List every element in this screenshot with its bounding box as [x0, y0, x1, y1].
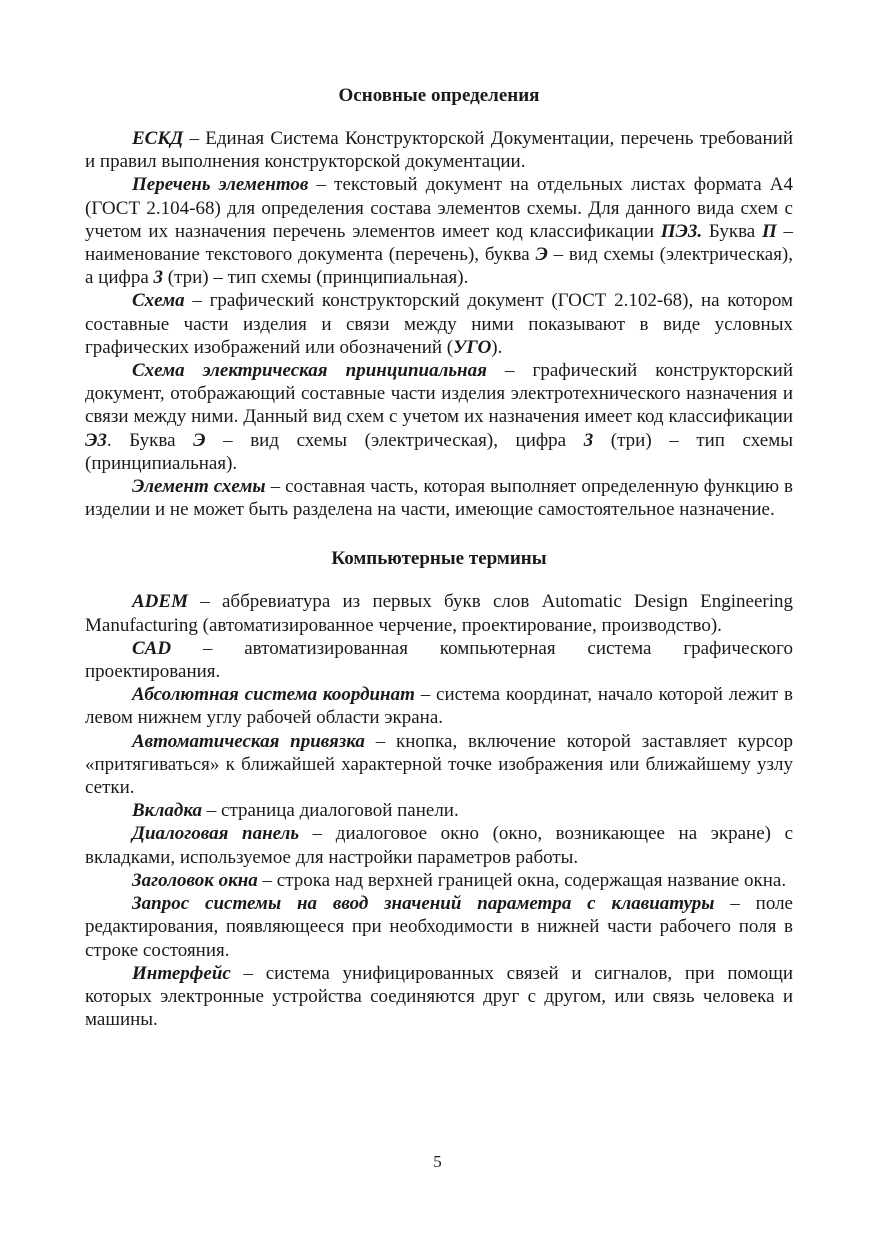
definition-text: (три) – тип схемы (принципиальная).	[163, 267, 469, 289]
definition-paragraph	[85, 822, 793, 868]
section-heading-definitions: Основные определения	[338, 85, 540, 106]
term: Э	[535, 244, 548, 266]
definition-text: – кнопка, включение которой заставляет курсор «притягиваться» к ближайшей характерной точке изображения или ближайшему узлу сетки.	[85, 730, 793, 799]
definition-text: – автоматизированная компьютерная система графического проектирования.	[85, 637, 793, 683]
definition-paragraph	[85, 359, 793, 475]
document-page	[85, 84, 793, 1031]
term: П	[761, 220, 777, 242]
term: Схема	[132, 290, 185, 312]
term: 3	[153, 267, 164, 289]
term: Э3	[85, 429, 107, 451]
term: Э	[193, 429, 206, 451]
definition-paragraph	[85, 637, 793, 683]
definition-paragraph	[85, 799, 793, 822]
definition-text: Буква	[702, 220, 762, 242]
computer-terms-list	[85, 590, 793, 1031]
definition-paragraph	[85, 962, 793, 1032]
definition-paragraph	[85, 683, 793, 729]
definition-paragraph	[85, 475, 793, 521]
definition-text: (три) – тип схемы (принципиальная).	[85, 429, 793, 474]
term: Вкладка	[132, 800, 203, 822]
term: Автоматическая привязка	[132, 730, 365, 752]
definition-text: ).	[491, 336, 503, 358]
term: Схема электрическая принципиальная	[132, 360, 487, 382]
definition-text: . Буква	[106, 429, 194, 451]
definition-text: – аббревиатура из первых букв слов Automatic Design Engineering Manufacturing (автоматизированное черчение, проектирование, производство).	[85, 591, 793, 636]
definition-paragraph	[85, 590, 793, 636]
definition-text: – диалоговое окно (окно, возникающее на экране) с вкладками, используемое для настройки параметров работы.	[85, 823, 794, 868]
definition-text: – система унифицированных связей и сигналов, при помощи которых электронные устройства соединяются друг с другом, или связь человека и машины.	[85, 962, 793, 1031]
definition-text: – наименование текстового документа (перечень), буква	[85, 220, 793, 266]
term: 3	[583, 429, 594, 451]
term: CAD	[132, 637, 172, 659]
definition-text: – вид схемы (электрическая), а цифра	[85, 244, 794, 289]
page-number: 5	[433, 1152, 442, 1171]
term: Элемент схемы	[132, 476, 266, 498]
term: УГО	[453, 336, 492, 358]
definition-text: – строка над верхней границей окна, содержащая название окна.	[257, 869, 787, 891]
definition-paragraph	[85, 892, 793, 962]
section-heading-computer-terms: Компьютерные термины	[331, 548, 547, 570]
definition-text: – составная часть, которая выполняет определенную функцию в изделии и не может быть разделена на части, имеющие самостоятельное назначение.	[85, 476, 793, 521]
definition-text: – Единая Система Конструкторской Документации, перечень требований и правил выполнения конструкторской документации.	[85, 128, 793, 173]
definition-paragraph	[85, 127, 793, 173]
term: Перечень элементов	[132, 174, 309, 196]
definition-text: – поле редактирования, появляющееся при необходимости в нижней части рабочего поля в строке состояния.	[85, 893, 793, 961]
definition-text: – вид схемы (электрическая), цифра	[205, 429, 584, 451]
term: Заголовок окна	[132, 869, 258, 891]
definitions-list	[85, 127, 793, 521]
definition-text: – графический конструкторский документ, отображающий составные части изделия электротехнического назначения и связи между ними. Данный вид схем с учетом их назначения имеет код классификации	[85, 360, 793, 428]
definition-paragraph	[85, 173, 793, 289]
term: ADEM	[132, 591, 188, 613]
definition-text: – страница диалоговой панели.	[202, 800, 459, 822]
term: Запрос системы на ввод значений параметра с клавиатуры	[132, 893, 715, 915]
term: Абсолютная система координат	[132, 684, 415, 706]
term: Диалоговая панель	[132, 823, 300, 845]
term: Интерфейс	[132, 962, 231, 984]
term: ПЭ3.	[660, 220, 703, 242]
definition-text: – система координат, начало которой лежит в левом нижнем углу рабочей области экрана.	[85, 684, 793, 729]
definition-paragraph	[85, 869, 793, 892]
definition-text: – графический конструкторский документ (ГОСТ 2.102-68), на котором составные части изделия и связи между ними показывают в виде условных графических изображений или обозначений (	[85, 290, 793, 358]
definition-paragraph	[85, 730, 793, 800]
definition-paragraph	[85, 289, 793, 359]
definition-text: – текстовый документ на отдельных листах формата А4 (ГОСТ 2.104-68) для определения состава элементов схемы. Для данного вида схем с учетом их назначения перечень элементов имеет код классификации	[85, 174, 794, 242]
term: ЕСКД	[132, 128, 184, 149]
